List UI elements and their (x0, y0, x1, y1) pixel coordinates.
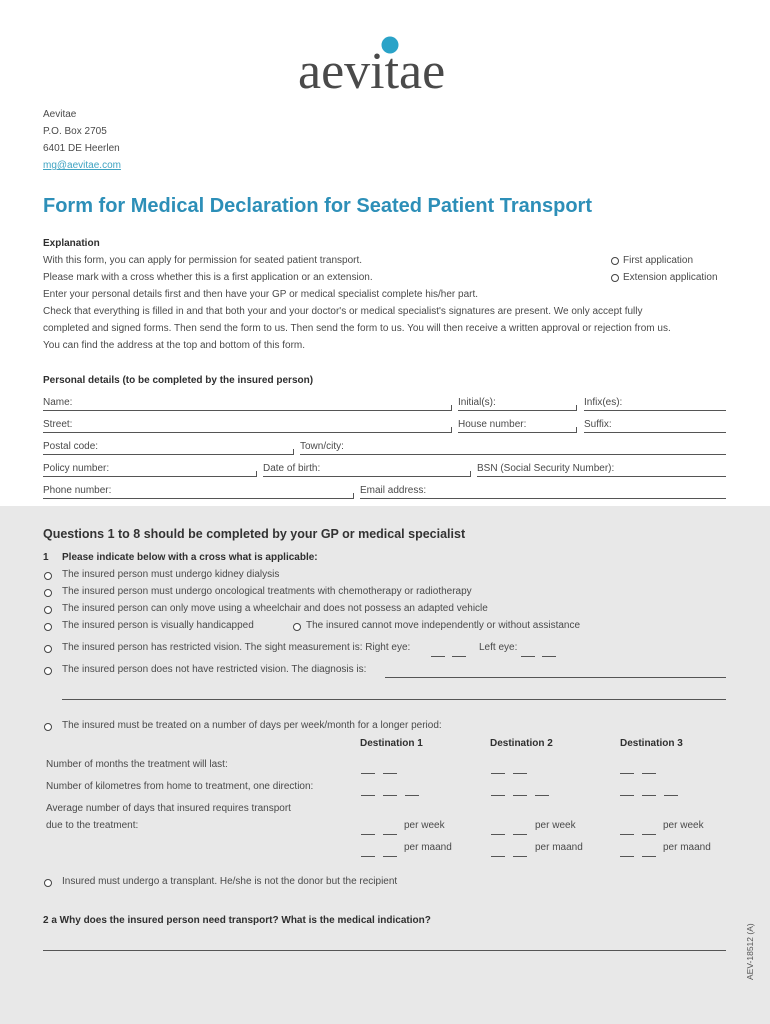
street-field[interactable] (43, 432, 451, 433)
phone-label: Phone number: (43, 485, 112, 496)
name-field[interactable] (43, 410, 451, 411)
initials-field[interactable] (458, 410, 576, 411)
explanation-heading: Explanation (43, 238, 100, 249)
kidney-label: The insured person must undergo kidney dialysis (62, 569, 280, 580)
per-week-label: per week (663, 820, 704, 831)
suffix-field[interactable] (584, 432, 726, 433)
form-code: AEV-18512 (A) (745, 923, 755, 980)
policy-number-field[interactable] (43, 476, 256, 477)
city: 6401 DE Heerlen (43, 143, 120, 154)
months-field[interactable] (620, 773, 634, 774)
longer-period-radio[interactable] (44, 723, 52, 731)
bsn-field[interactable] (477, 476, 726, 477)
logo-text: aevitae (298, 43, 446, 94)
no-restricted-vision-radio[interactable] (44, 667, 52, 675)
restricted-vision-radio[interactable] (44, 645, 52, 653)
suffix-label: Suffix: (584, 419, 612, 430)
explanation-line: Please mark with a cross whether this is a first application or an extension. (43, 272, 373, 283)
oncology-radio[interactable] (44, 589, 52, 597)
pobox: P.O. Box 2705 (43, 126, 107, 137)
aevitae-logo (298, 36, 473, 94)
transplant-label: Insured must undergo a transplant. He/she is not the donor but the recipient (62, 876, 398, 887)
wheelchair-label: The insured person can only move using a wheelchair and does not possess an adapted vehicle (62, 603, 488, 614)
per-week-field[interactable] (642, 834, 656, 835)
per-month-field[interactable] (620, 856, 634, 857)
per-week-field[interactable] (361, 834, 375, 835)
extension-application-radio[interactable] (611, 274, 619, 282)
diagnosis-field-2[interactable] (62, 699, 726, 700)
explanation-line: You can find the address at the top and bottom of this form. (43, 340, 306, 351)
km-field[interactable] (513, 795, 527, 796)
months-field[interactable] (642, 773, 656, 774)
per-month-label: per maand (535, 842, 583, 853)
wheelchair-radio[interactable] (44, 606, 52, 614)
bsn-label: BSN (Social Security Number): (477, 463, 615, 474)
per-month-field[interactable] (491, 856, 505, 857)
per-week-field[interactable] (491, 834, 505, 835)
town-label: Town/city: (300, 441, 344, 452)
diagnosis-field[interactable] (385, 677, 726, 678)
longer-period-label: The insured must be treated on a number of days per week/month for a longer period: (62, 720, 442, 731)
q2a-text: 2 a Why does the insured person need transport? What is the medical indication? (43, 915, 431, 926)
per-week-field[interactable] (383, 834, 397, 835)
left-eye-field[interactable] (542, 656, 556, 657)
avg-days-label-2: due to the treatment: (46, 820, 139, 831)
questions-heading: Questions 1 to 8 should be completed by your GP or medical specialist (43, 527, 466, 541)
right-eye-field[interactable] (431, 656, 445, 657)
postal-code-label: Postal code: (43, 441, 99, 452)
months-field[interactable] (383, 773, 397, 774)
months-field[interactable] (513, 773, 527, 774)
visual-radio[interactable] (44, 623, 52, 631)
visual-label: The insured person is visually handicapped (62, 620, 254, 631)
per-month-label: per maand (404, 842, 452, 853)
dob-field[interactable] (263, 476, 470, 477)
explanation-line: Check that everything is filled in and that both your and your doctor's or medical specialist's signatures are present. We only accept fully (43, 306, 643, 317)
transplant-radio[interactable] (44, 879, 52, 887)
explanation-line: Enter your personal details first and then have your GP or medical specialist complete his/her part. (43, 289, 479, 300)
q1-text: Please indicate below with a cross what is applicable: (62, 552, 318, 563)
km-field[interactable] (405, 795, 419, 796)
km-field[interactable] (383, 795, 397, 796)
destination-3-header: Destination 3 (620, 738, 683, 749)
avg-days-label: Average number of days that insured requires transport (46, 803, 291, 814)
street-label: Street: (43, 419, 73, 430)
kidney-radio[interactable] (44, 572, 52, 580)
email-label: Email address: (360, 485, 427, 496)
km-field[interactable] (642, 795, 656, 796)
no-restricted-vision-label: The insured person does not have restricted vision. The diagnosis is: (62, 664, 367, 675)
km-field[interactable] (664, 795, 678, 796)
extension-application-label: Extension application (623, 272, 718, 283)
per-week-label: per week (404, 820, 445, 831)
km-field[interactable] (491, 795, 505, 796)
months-field[interactable] (491, 773, 505, 774)
company-name: Aevitae (43, 109, 77, 120)
explanation-line: With this form, you can apply for permission for seated patient transport. (43, 255, 363, 266)
per-month-field[interactable] (361, 856, 375, 857)
email-field[interactable] (360, 498, 726, 499)
months-label: Number of months the treatment will last: (46, 759, 228, 770)
infix-field[interactable] (584, 410, 726, 411)
name-label: Name: (43, 397, 73, 408)
cannot-move-radio[interactable] (293, 623, 301, 631)
per-month-field[interactable] (513, 856, 527, 857)
house-number-field[interactable] (458, 432, 576, 433)
q1-number: 1 (43, 552, 49, 563)
page-title: Form for Medical Declaration for Seated Patient Transport (43, 195, 593, 217)
destination-1-header: Destination 1 (360, 738, 423, 749)
per-month-field[interactable] (383, 856, 397, 857)
destination-2-header: Destination 2 (490, 738, 553, 749)
email-link[interactable]: mg@aevitae.com (43, 160, 121, 171)
km-field[interactable] (361, 795, 375, 796)
policy-number-label: Policy number: (43, 463, 110, 474)
left-eye-field[interactable] (521, 656, 535, 657)
phone-field[interactable] (43, 498, 353, 499)
cannot-move-label: The insured cannot move independently or without assistance (306, 620, 581, 631)
months-field[interactable] (361, 773, 375, 774)
first-application-radio[interactable] (611, 257, 619, 265)
infix-label: Infix(es): (584, 397, 623, 408)
km-field[interactable] (620, 795, 634, 796)
dob-label: Date of birth: (263, 463, 321, 474)
restricted-vision-label: The insured person has restricted vision. The sight measurement is: Right eye: (62, 642, 411, 653)
km-label: Number of kilometres from home to treatment, one direction: (46, 781, 314, 792)
per-week-label: per week (535, 820, 576, 831)
initials-label: Initial(s): (458, 397, 496, 408)
per-month-label: per maand (663, 842, 711, 853)
per-month-field[interactable] (642, 856, 656, 857)
house-number-label: House number: (458, 419, 527, 430)
km-field[interactable] (535, 795, 549, 796)
town-field[interactable] (300, 454, 726, 455)
left-eye-label: Left eye: (479, 642, 518, 653)
personal-heading: Personal details (to be completed by the insured person) (43, 375, 314, 386)
per-week-field[interactable] (513, 834, 527, 835)
postal-code-field[interactable] (43, 454, 293, 455)
right-eye-field[interactable] (452, 656, 466, 657)
per-week-field[interactable] (620, 834, 634, 835)
oncology-label: The insured person must undergo oncological treatments with chemotherapy or radiotherapy (62, 586, 472, 597)
first-application-label: First application (623, 255, 694, 266)
explanation-line: completed and signed forms. Then send the form to us. Then send the form to us. You will then receive a written approval or rejection from us. (43, 323, 671, 334)
q2a-answer-field[interactable] (43, 950, 726, 951)
